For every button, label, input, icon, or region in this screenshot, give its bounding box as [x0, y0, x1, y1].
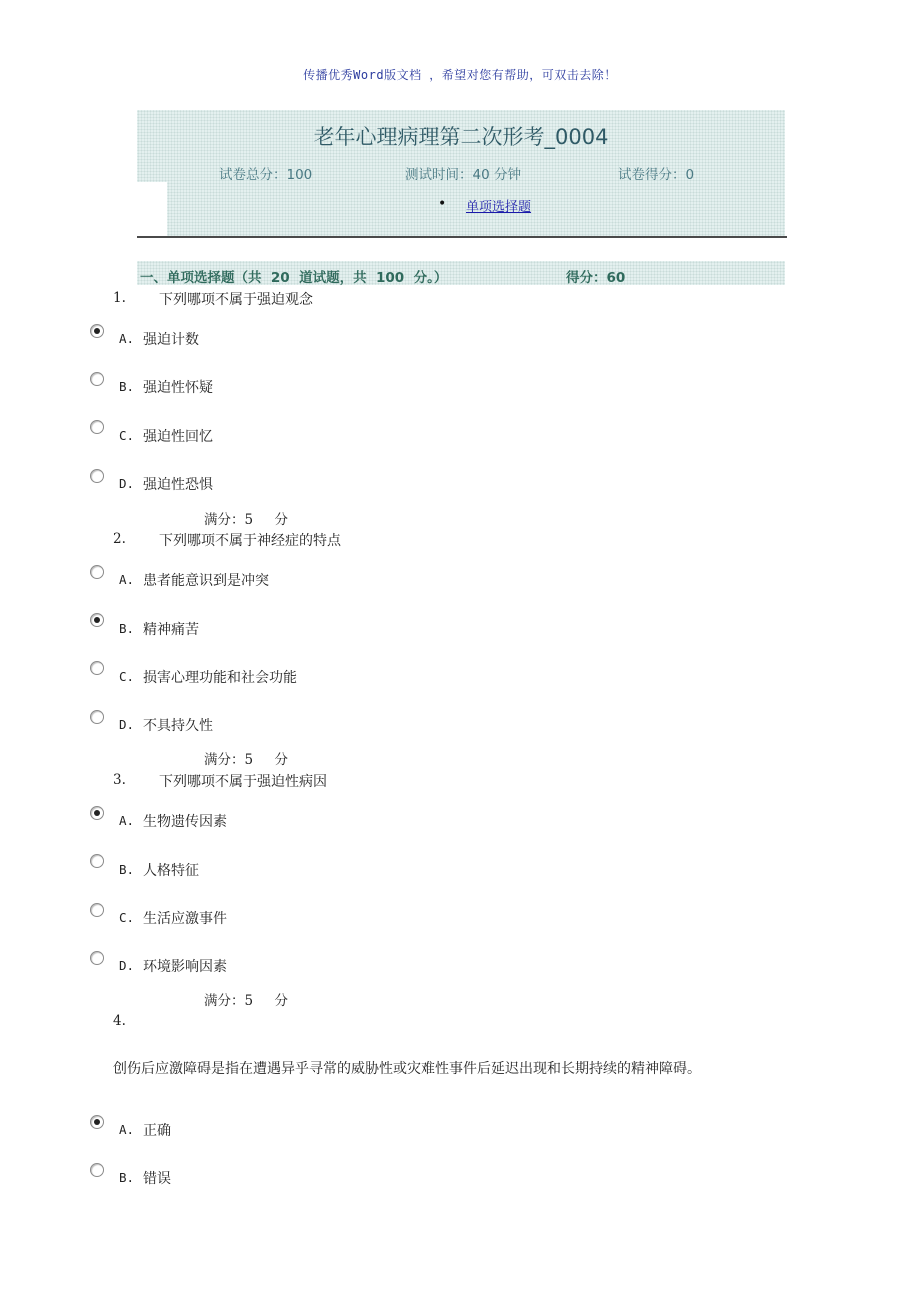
option-radio[interactable] — [90, 372, 104, 386]
test-time: 测试时间：40 分钟 — [405, 167, 521, 183]
full-score: 满分：5 分 — [204, 993, 289, 1009]
option-text: 强迫性回忆 — [143, 429, 213, 445]
option-radio[interactable] — [90, 324, 104, 338]
option-letter: D. — [119, 958, 135, 973]
option-radio[interactable] — [90, 951, 104, 965]
option-text: 强迫计数 — [143, 332, 199, 348]
total-score: 试卷总分：100 — [219, 167, 313, 183]
option-text: 强迫性恐惧 — [143, 477, 213, 493]
option-text: 生活应激事件 — [143, 911, 227, 927]
watermark-text: 传播优秀Word版文档 ，希望对您有帮助，可双击去除！ — [303, 68, 617, 82]
option-text: 错误 — [143, 1171, 171, 1187]
option-text: 患者能意识到是冲突 — [143, 573, 269, 589]
option-letter: C. — [119, 428, 135, 443]
option-radio[interactable] — [90, 1115, 104, 1129]
full-score: 满分：5 分 — [204, 752, 289, 768]
option-text: 强迫性怀疑 — [143, 380, 213, 396]
question-text: 下列哪项不属于强迫性病因 — [159, 774, 327, 790]
option-radio[interactable] — [90, 469, 104, 483]
option-radio[interactable] — [90, 710, 104, 724]
option-text: 损害心理功能和社会功能 — [143, 670, 297, 686]
option-radio[interactable] — [90, 903, 104, 917]
question-text: 创伤后应激障碍是指在遭遇异乎寻常的威胁性或灾难性事件后延迟出现和长期持续的精神障碍。 — [113, 1061, 701, 1077]
option-radio[interactable] — [90, 565, 104, 579]
option-text: 正确 — [143, 1123, 171, 1139]
option-radio[interactable] — [90, 613, 104, 627]
option-text: 人格特征 — [143, 863, 199, 879]
option-letter: A. — [119, 813, 135, 828]
header-gap — [137, 182, 167, 236]
option-letter: A. — [119, 331, 135, 346]
full-score: 满分：5 分 — [204, 512, 289, 528]
option-letter: D. — [119, 717, 135, 732]
option-letter: C. — [119, 910, 135, 925]
option-radio[interactable] — [90, 806, 104, 820]
option-radio[interactable] — [90, 420, 104, 434]
option-radio[interactable] — [90, 661, 104, 675]
question-number: 1. — [113, 290, 126, 306]
option-radio[interactable] — [90, 854, 104, 868]
option-letter: A. — [119, 1122, 135, 1137]
section-title: 一、单项选择题（共 20 道试题，共 100 分。） — [140, 270, 448, 286]
section-score: 得分：60 — [566, 270, 626, 286]
divider — [137, 236, 787, 238]
paper-score: 试卷得分：0 — [618, 167, 695, 183]
option-letter: B. — [119, 1170, 135, 1185]
option-letter: B. — [119, 862, 135, 877]
option-text: 不具持久性 — [143, 718, 213, 734]
page-title: 老年心理病理第二次形考_0004 — [313, 125, 609, 149]
option-letter: B. — [119, 379, 135, 394]
option-radio[interactable] — [90, 1163, 104, 1177]
option-letter: A. — [119, 572, 135, 587]
question-number: 2. — [113, 531, 126, 547]
option-text: 环境影响因素 — [143, 959, 227, 975]
option-letter: B. — [119, 621, 135, 636]
option-letter: D. — [119, 476, 135, 491]
option-letter: C. — [119, 669, 135, 684]
question-number: 4. — [113, 1013, 126, 1029]
bullet-icon: • — [438, 196, 447, 212]
question-text: 下列哪项不属于强迫观念 — [159, 292, 313, 308]
option-text: 精神痛苦 — [143, 622, 199, 638]
single-choice-link[interactable]: 单项选择题 — [466, 200, 532, 215]
question-number: 3. — [113, 772, 126, 788]
question-text: 下列哪项不属于神经症的特点 — [159, 533, 341, 549]
option-text: 生物遗传因素 — [143, 814, 227, 830]
